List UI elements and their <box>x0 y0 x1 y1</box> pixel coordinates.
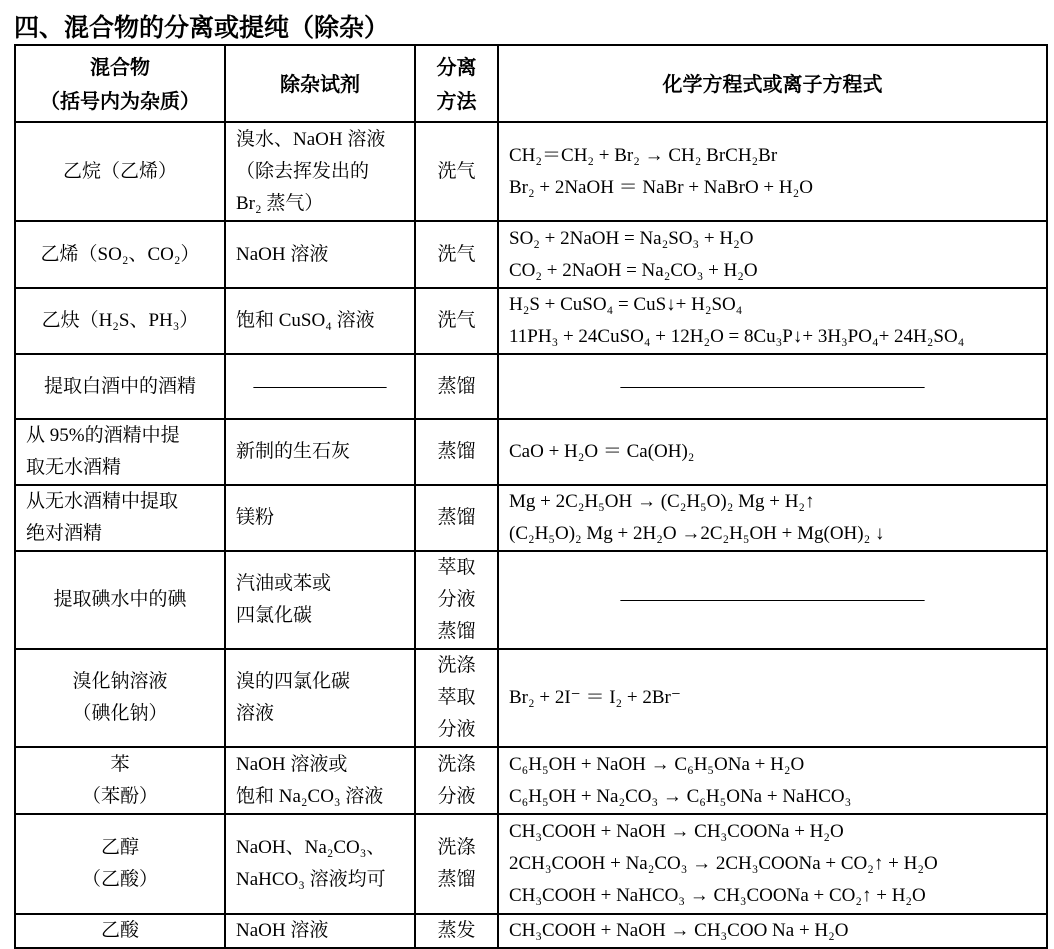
reagent-line: NaOH 溶液或 <box>236 753 348 775</box>
method-line: 蒸馏 <box>437 869 476 890</box>
mixture-line: 乙醇 <box>100 837 139 858</box>
cell-mixture <box>15 221 225 288</box>
cell-method <box>415 814 498 914</box>
cell-reagent <box>225 485 415 551</box>
table-row <box>15 419 1047 485</box>
cell-method <box>415 485 498 551</box>
cell-method <box>415 354 498 419</box>
method-line: 洗气 <box>437 243 476 265</box>
cell-equations <box>498 221 1047 288</box>
cell-reagent <box>225 221 415 288</box>
equations-line: 2CH₃COOH + Na₂CO₃ → 2CH₃COONa + CO₂↑ + H₂O <box>509 853 938 874</box>
header-text: 混合物 <box>90 54 150 79</box>
cell-method <box>415 551 498 649</box>
header-text: （括号内为杂质） <box>40 88 200 113</box>
mixture-line: 提取碘水中的碘 <box>53 589 187 610</box>
mixture-line: 乙炔（H₂S、PH₃） <box>41 310 199 331</box>
table-row <box>15 221 1047 288</box>
table-row <box>15 747 1047 814</box>
method-line: 蒸馏 <box>437 507 476 528</box>
equations-line: CH₃COOH + NaHCO₃ → CH₃COONa + CO₂↑ + H₂O <box>509 885 926 906</box>
mixture-line: （乙酸） <box>81 869 158 890</box>
table-row <box>15 649 1047 747</box>
cell-mixture <box>15 122 225 221</box>
equations-line: 11PH₃ + 24CuSO₄ + 12H₂O = 8Cu₃P↓+ 3H₃PO₄+ 24H₂SO₄ <box>509 326 965 347</box>
method-line: 蒸发 <box>437 920 476 941</box>
reagent-line: 溴的四氯化碳 <box>236 671 351 692</box>
cell-equations <box>498 914 1047 948</box>
table-row <box>15 122 1047 221</box>
cell-equations <box>498 814 1047 914</box>
cell-reagent <box>225 747 415 814</box>
equations-line: CH₂＝CH₂ + Br₂ → CH₂ BrCH₂Br <box>509 144 778 166</box>
mixture-line: 乙烷（乙烯） <box>62 160 177 182</box>
method-line: 分液 <box>437 785 476 807</box>
method-line: 蒸馏 <box>437 375 476 397</box>
header-equation <box>498 45 1047 122</box>
reagent-line: NaHCO₃ 溶液均可 <box>236 869 386 890</box>
cell-equations <box>498 122 1047 221</box>
table-row <box>15 354 1047 419</box>
table-row <box>15 551 1047 649</box>
cell-method <box>415 747 498 814</box>
equations-line: CH₃COOH + NaOH → CH₃COO Na + H₂O <box>509 920 849 941</box>
equations-line: ———————————————— <box>620 589 925 610</box>
cell-equations <box>498 485 1047 551</box>
reagent-line: 饱和 CuSO₄ 溶液 <box>236 310 375 331</box>
mixture-line: 苯 <box>110 753 130 775</box>
cell-mixture <box>15 354 225 419</box>
method-line: 萃取 <box>437 557 476 578</box>
header-text: 化学方程式或离子方程式 <box>662 71 883 96</box>
cell-reagent <box>225 419 415 485</box>
section-title: 四、混合物的分离或提纯（除杂） <box>14 13 390 42</box>
cell-mixture <box>15 914 225 948</box>
method-line: 蒸馏 <box>437 441 476 462</box>
mixture-line: 从 95%的酒精中提 <box>26 425 180 446</box>
method-line: 洗涤 <box>437 753 476 775</box>
cell-equations <box>498 551 1047 649</box>
cell-equations <box>498 649 1047 747</box>
mixture-line: 乙烯（SO₂、CO₂） <box>40 243 200 265</box>
mixture-line: （碘化钠） <box>72 703 168 724</box>
cell-method <box>415 914 498 948</box>
cell-mixture <box>15 649 225 747</box>
cell-reagent <box>225 122 415 221</box>
reagent-line: ——————— <box>253 375 387 397</box>
method-line: 洗气 <box>437 160 476 182</box>
cell-reagent <box>225 914 415 948</box>
table-row <box>15 914 1047 948</box>
table-row <box>15 485 1047 551</box>
method-line: 萃取 <box>437 687 476 708</box>
equations-line: CO₂ + 2NaOH = Na₂CO₃ + H₂O <box>509 259 758 281</box>
mixture-line: （苯酚） <box>81 785 158 807</box>
equations-line: C₆H₅OH + Na₂CO₃ → C₆H₅ONa + NaHCO₃ <box>509 785 852 807</box>
reagent-line: 汽油或苯或 <box>236 573 332 594</box>
reagent-line: NaOH 溶液 <box>236 920 329 941</box>
reagent-line: 新制的生石灰 <box>236 441 351 462</box>
mixture-line: 溴化钠溶液 <box>72 671 168 692</box>
table-header-row <box>15 45 1047 122</box>
reagent-line: 溴水、NaOH 溶液 <box>236 128 386 150</box>
cell-method <box>415 122 498 221</box>
cell-equations <box>498 747 1047 814</box>
mixture-line: 提取白酒中的酒精 <box>43 375 196 397</box>
equations-line: CaO + H₂O ＝ Ca(OH)₂ <box>509 441 695 462</box>
reagent-line: 溶液 <box>236 703 275 724</box>
reagent-line: Br₂ 蒸气） <box>236 192 324 214</box>
equations-line: C₆H₅OH + NaOH → C₆H₅ONa + H₂O <box>509 753 805 775</box>
table-row <box>15 814 1047 914</box>
cell-method <box>415 419 498 485</box>
method-line: 分液 <box>437 719 476 740</box>
cell-mixture <box>15 747 225 814</box>
cell-mixture <box>15 288 225 354</box>
reagent-line: NaOH、Na₂CO₃、 <box>236 837 386 858</box>
cell-mixture <box>15 419 225 485</box>
separation-table <box>14 44 1048 949</box>
equations-line: Br₂ + 2I⁻ ＝ I₂ + 2Br⁻ <box>509 687 681 708</box>
method-line: 分液 <box>437 589 476 610</box>
cell-mixture <box>15 551 225 649</box>
reagent-line: 饱和 Na₂CO₃ 溶液 <box>236 785 384 807</box>
cell-equations <box>498 354 1047 419</box>
reagent-line: （除去挥发出的 <box>236 160 370 182</box>
header-method <box>415 45 498 122</box>
method-line: 洗涤 <box>437 837 476 858</box>
cell-reagent <box>225 354 415 419</box>
equations-line: Br₂ + 2NaOH ＝ NaBr + NaBrO + H₂O <box>509 176 813 198</box>
equations-line: ———————————————— <box>620 375 925 397</box>
equations-line: SO₂ + 2NaOH = Na₂SO₃ + H₂O <box>509 227 754 249</box>
cell-method <box>415 221 498 288</box>
equations-line: (C₂H₅O)₂ Mg + 2H₂O →2C₂H₅OH + Mg(OH)₂ ↓ <box>509 523 885 544</box>
method-line: 洗气 <box>437 310 476 331</box>
mixture-line: 乙酸 <box>100 920 139 941</box>
cell-mixture <box>15 814 225 914</box>
mixture-line: 绝对酒精 <box>26 523 103 544</box>
reagent-line: NaOH 溶液 <box>236 243 329 265</box>
method-line: 蒸馏 <box>437 621 476 642</box>
header-text: 分离 <box>436 54 477 79</box>
header-text: 除杂试剂 <box>280 71 360 96</box>
equations-line: H₂S + CuSO₄ = CuS↓+ H₂SO₄ <box>509 294 743 315</box>
reagent-line: 镁粉 <box>236 507 275 528</box>
cell-mixture <box>15 485 225 551</box>
cell-equations <box>498 288 1047 354</box>
reagent-line: 四氯化碳 <box>236 605 313 626</box>
cell-reagent <box>225 649 415 747</box>
header-mixture <box>15 45 225 122</box>
mixture-line: 取无水酒精 <box>26 457 122 478</box>
header-text: 方法 <box>436 88 477 113</box>
cell-reagent <box>225 288 415 354</box>
cell-method <box>415 649 498 747</box>
header-reagent <box>225 45 415 122</box>
mixture-line: 从无水酒精中提取 <box>26 491 179 512</box>
table-row <box>15 288 1047 354</box>
method-line: 洗涤 <box>437 655 476 676</box>
cell-reagent <box>225 551 415 649</box>
cell-equations <box>498 419 1047 485</box>
cell-reagent <box>225 814 415 914</box>
cell-method <box>415 288 498 354</box>
equations-line: CH₃COOH + NaOH → CH₃COONa + H₂O <box>509 821 844 842</box>
equations-line: Mg + 2C₂H₅OH → (C₂H₅O)₂ Mg + H₂↑ <box>509 491 815 512</box>
